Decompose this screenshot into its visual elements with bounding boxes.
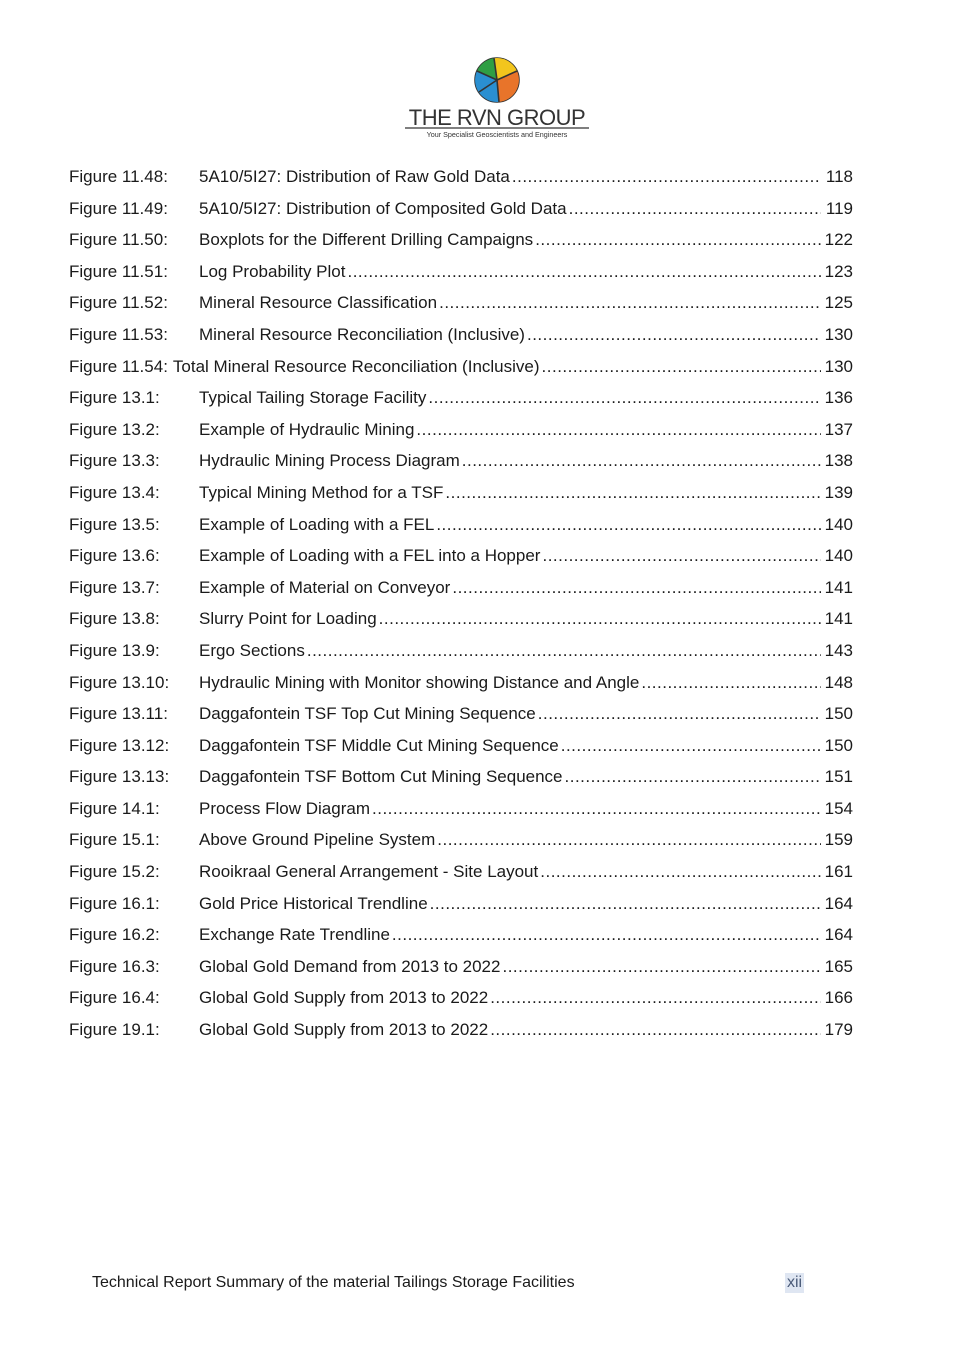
toc-dot-leader — [452, 572, 821, 604]
toc-entry[interactable] — [69, 287, 853, 319]
toc-entry-page: 140 — [824, 546, 853, 566]
toc-entry-title: Daggafontein TSF Top Cut Mining Sequence — [199, 704, 536, 724]
toc-dot-leader — [437, 824, 821, 856]
toc-entry[interactable] — [69, 888, 853, 920]
toc-entry[interactable] — [69, 635, 853, 667]
toc-entry-page: 130 — [824, 324, 853, 344]
toc-entry-page: 140 — [824, 514, 853, 534]
toc-entry-title: Mineral Resource Classification — [199, 293, 438, 313]
toc-entry-title: Example of Hydraulic Mining — [199, 419, 415, 439]
toc-entry-title: Exchange Rate Trendline — [199, 925, 390, 945]
toc-entry-page: 123 — [824, 261, 853, 281]
toc-entry-label: Figure 11.52: — [69, 293, 168, 313]
toc-dot-leader — [569, 193, 821, 225]
toc-entry[interactable] — [69, 730, 853, 762]
toc-dot-leader — [430, 888, 821, 920]
toc-dot-leader — [540, 856, 821, 888]
toc-entry-label: Figure 16.2: — [69, 925, 160, 945]
toc-entry[interactable] — [69, 224, 853, 256]
toc-entry-page: 150 — [824, 735, 853, 755]
toc-entry-title: Process Flow Diagram — [199, 798, 370, 818]
toc-entry[interactable] — [69, 414, 853, 446]
toc-entry[interactable] — [69, 761, 853, 793]
toc-dot-leader — [641, 667, 821, 699]
toc-entry[interactable] — [69, 351, 853, 383]
toc-dot-leader — [307, 635, 821, 667]
toc-entry-page: 119 — [825, 198, 853, 218]
toc-entry-title: Daggafontein TSF Bottom Cut Mining Sequence — [199, 767, 563, 787]
toc-entry-label: Figure 11.54: — [69, 356, 168, 376]
toc-entry-label: Figure 13.11: — [69, 704, 168, 724]
toc-entry[interactable] — [69, 951, 853, 983]
toc-dot-leader — [490, 982, 821, 1014]
toc-entry[interactable] — [69, 161, 853, 193]
toc-dot-leader — [436, 509, 821, 541]
footer-title: Technical Report Summary of the material Tailings Storage Facilities — [92, 1274, 575, 1291]
toc-entry-label: Figure 13.5: — [69, 514, 160, 534]
toc-entry-title: Example of Loading with a FEL — [199, 514, 435, 534]
toc-dot-leader — [565, 761, 821, 793]
toc-entry[interactable] — [69, 382, 853, 414]
toc-dot-leader — [416, 414, 821, 446]
toc-dot-leader — [445, 477, 821, 509]
toc-entry-title: Typical Mining Method for a TSF — [199, 482, 444, 502]
toc-dot-leader — [535, 224, 821, 256]
toc-entry-label: Figure 13.10: — [69, 672, 170, 692]
toc-dot-leader — [392, 919, 821, 951]
toc-entry-label: Figure 16.1: — [69, 893, 160, 913]
toc-dot-leader — [462, 445, 821, 477]
toc-entry-page: 148 — [824, 672, 853, 692]
toc-entry-label: Figure 13.1: — [69, 388, 160, 408]
toc-entry[interactable] — [69, 603, 853, 635]
toc-dot-leader — [439, 287, 821, 319]
toc-entry-title: Hydraulic Mining with Monitor showing Distance and Angle — [199, 672, 640, 692]
toc-entry-label: Figure 13.12: — [69, 735, 170, 755]
toc-dot-leader — [379, 603, 821, 635]
toc-entry-label: Figure 13.2: — [69, 419, 160, 439]
toc-entry-title: Daggafontein TSF Middle Cut Mining Sequence — [199, 735, 559, 755]
toc-entry-title: Log Probability Plot — [199, 261, 346, 281]
toc-entry-page: 122 — [824, 230, 853, 250]
toc-entry-title: Boxplots for the Different Drilling Campaigns — [199, 230, 534, 250]
toc-entry-page: 130 — [824, 356, 853, 376]
toc-entry-title: 5A10/5I27: Distribution of Raw Gold Data — [199, 167, 510, 186]
toc-entry[interactable] — [69, 856, 853, 888]
company-logo — [405, 57, 589, 141]
toc-entry-title: 5A10/5I27: Distribution of Composited Gold Data — [199, 198, 567, 218]
toc-entry-page: 159 — [824, 830, 853, 850]
toc-entry-label: Figure 13.9: — [69, 640, 160, 660]
toc-entry-label: Figure 19.1: — [69, 1020, 160, 1040]
toc-entry[interactable] — [69, 540, 853, 572]
list-of-figures — [69, 161, 853, 1046]
toc-entry-title: Total Mineral Resource Reconciliation (Inclusive) — [172, 356, 540, 376]
toc-entry-title: Slurry Point for Loading — [199, 609, 377, 629]
toc-entry-label: Figure 13.8: — [69, 609, 160, 629]
toc-dot-leader — [561, 730, 821, 762]
toc-entry-title: Example of Loading with a FEL into a Hopper — [199, 546, 541, 566]
toc-entry[interactable] — [69, 919, 853, 951]
toc-entry-page: 151 — [824, 767, 853, 787]
toc-entry[interactable] — [69, 1014, 853, 1046]
toc-entry-page: 125 — [824, 293, 853, 313]
toc-dot-leader — [538, 698, 821, 730]
toc-entry-page: 141 — [824, 577, 853, 597]
page-number: xii — [787, 1274, 803, 1291]
toc-entry-label: Figure 11.51: — [69, 261, 168, 281]
toc-entry[interactable] — [69, 445, 853, 477]
toc-entry-label: Figure 16.3: — [69, 956, 160, 976]
toc-entry[interactable] — [69, 667, 853, 699]
logo-emblem-icon — [475, 58, 519, 102]
toc-entry-page: 139 — [824, 482, 853, 502]
toc-entry[interactable] — [69, 572, 853, 604]
toc-dot-leader — [502, 951, 821, 983]
toc-entry-page: 154 — [824, 798, 853, 818]
toc-entry-title: Mineral Resource Reconciliation (Inclusive) — [199, 324, 525, 344]
toc-entry-page: 150 — [824, 704, 853, 724]
toc-entry[interactable] — [69, 256, 853, 288]
toc-entry[interactable] — [69, 824, 853, 856]
toc-entry-label: Figure 13.7: — [69, 577, 160, 597]
toc-entry-page: 161 — [824, 862, 853, 882]
toc-entry-label: Figure 14.1: — [69, 798, 160, 818]
logo-name: THE RVN GROUP — [408, 105, 586, 130]
toc-dot-leader — [542, 540, 821, 572]
toc-dot-leader — [347, 256, 821, 288]
toc-entry-label: Figure 13.6: — [69, 546, 160, 566]
toc-entry-title: Global Gold Supply from 2013 to 2022 — [199, 1020, 489, 1040]
toc-entry[interactable] — [69, 193, 853, 225]
toc-entry-page: 164 — [824, 925, 853, 945]
toc-entry-label: Figure 15.2: — [69, 862, 160, 882]
toc-entry-title: Typical Tailing Storage Facility — [199, 388, 427, 408]
toc-entry[interactable] — [69, 698, 853, 730]
toc-entry-page: 164 — [824, 893, 853, 913]
toc-dot-leader — [428, 382, 821, 414]
toc-entry-label: Figure 13.4: — [69, 482, 160, 502]
toc-entry-title: Global Gold Demand from 2013 to 2022 — [199, 956, 501, 976]
toc-entry-page: 166 — [824, 988, 853, 1008]
toc-dot-leader — [372, 793, 821, 825]
toc-entry[interactable] — [69, 793, 853, 825]
toc-entry-title: Global Gold Supply from 2013 to 2022 — [199, 988, 489, 1008]
toc-entry-label: Figure 11.49: — [69, 198, 168, 218]
toc-entry-label: Figure 11.48: — [69, 167, 168, 186]
toc-entry-title: Example of Material on Conveyor — [199, 577, 451, 597]
toc-entry-label: Figure 13.13: — [69, 767, 170, 787]
toc-entry-label: Figure 15.1: — [69, 830, 160, 850]
toc-entry-label: Figure 16.4: — [69, 988, 160, 1008]
toc-dot-leader — [512, 161, 821, 193]
toc-entry-page: 165 — [824, 956, 853, 976]
toc-entry-label: Figure 13.3: — [69, 451, 160, 471]
toc-entry[interactable] — [69, 982, 853, 1014]
toc-dot-leader — [527, 319, 821, 351]
toc-entry-page: 141 — [824, 609, 853, 629]
toc-dot-leader — [542, 351, 821, 383]
toc-entry-page: 118 — [825, 167, 853, 186]
toc-entry-page: 137 — [824, 419, 853, 439]
toc-entry-label: Figure 11.53: — [69, 324, 168, 344]
toc-entry-page: 179 — [824, 1020, 853, 1040]
toc-entry-page: 136 — [824, 388, 853, 408]
toc-entry-page: 143 — [824, 640, 853, 660]
toc-entry-title: Ergo Sections — [199, 640, 305, 660]
toc-entry-label: Figure 11.50: — [69, 230, 168, 250]
toc-entry-page: 138 — [824, 451, 853, 471]
toc-entry-title: Hydraulic Mining Process Diagram — [199, 451, 460, 471]
toc-dot-leader — [490, 1014, 821, 1046]
toc-entry-title: Gold Price Historical Trendline — [199, 893, 428, 913]
toc-entry[interactable] — [69, 477, 853, 509]
toc-entry[interactable] — [69, 509, 853, 541]
toc-entry[interactable] — [69, 319, 853, 351]
toc-entry-title: Above Ground Pipeline System — [199, 830, 436, 850]
logo-tagline: Your Specialist Geoscientists and Engineers — [426, 130, 568, 139]
toc-entry-title: Rooikraal General Arrangement - Site Layout — [199, 862, 539, 882]
